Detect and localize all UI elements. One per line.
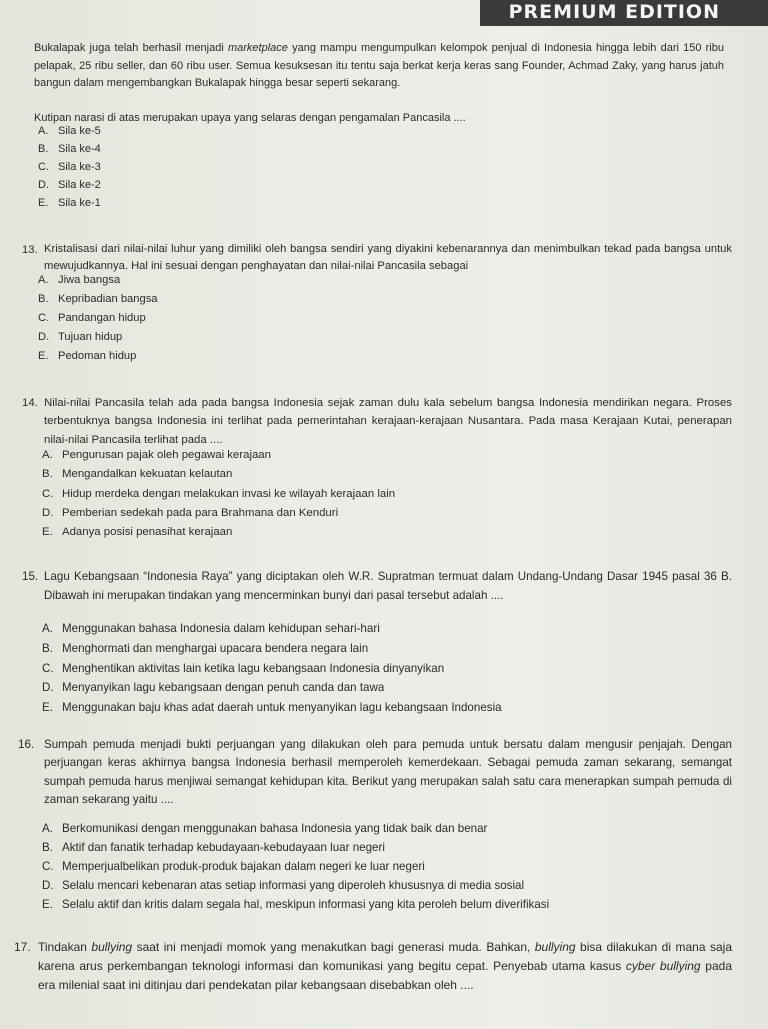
option-text: Memperjualbelikan produk-produk bajakan dalam negeri ke luar negeri	[62, 860, 425, 873]
option-text: Sila ke-2	[58, 179, 101, 191]
question-stem	[44, 394, 732, 449]
option-d[interactable]	[42, 504, 338, 523]
option-a[interactable]	[42, 620, 380, 639]
option-text: Menggunakan bahasa Indonesia dalam kehidupan sehari-hari	[62, 622, 380, 635]
option-letter: C.	[38, 161, 49, 173]
option-c[interactable]	[42, 660, 444, 679]
stem-italic: bullying	[91, 940, 133, 954]
edition-banner	[480, 0, 768, 26]
option-b[interactable]	[42, 839, 385, 858]
stem-text: saat ini menjadi momok yang menakutkan bagi generasi muda. Bahkan,	[132, 940, 535, 954]
intro-text-1: Bukalapak juga telah berhasil menjadi	[34, 42, 228, 54]
option-b[interactable]	[42, 465, 232, 484]
option-text: Pengurusan pajak oleh pegawai kerajaan	[62, 449, 271, 461]
option-letter: D.	[42, 879, 54, 892]
option-c[interactable]	[42, 858, 425, 877]
option-c[interactable]	[38, 158, 101, 177]
option-letter: C.	[38, 312, 50, 324]
option-text: Tujuan hidup	[58, 331, 123, 343]
option-e[interactable]	[38, 347, 136, 366]
question-stem	[44, 568, 732, 605]
stem-italic: bullying	[534, 940, 576, 954]
option-text: Sila ke-3	[58, 161, 101, 173]
option-d[interactable]	[42, 679, 384, 698]
option-text: Mengandalkan kekuatan kelautan	[62, 468, 233, 480]
option-letter: A.	[42, 449, 53, 461]
option-letter: E.	[38, 350, 49, 362]
option-text: Menghormati dan menghargai upacara bendera negara lain	[62, 642, 369, 655]
question-stem	[44, 241, 732, 275]
option-c[interactable]	[42, 485, 395, 504]
option-text: Sila ke-5	[58, 125, 101, 137]
option-d[interactable]	[38, 176, 101, 195]
option-letter: D.	[42, 681, 54, 694]
option-b[interactable]	[42, 640, 368, 659]
option-text: Menggunakan baju khas adat daerah untuk menyanyikan lagu kebangsaan Indonesia	[62, 701, 502, 714]
banner-label: PREMIUM EDITION	[508, 1, 720, 23]
option-text: Pandangan hidup	[58, 312, 146, 324]
option-text: Berkomunikasi dengan menggunakan bahasa Indonesia yang tidak baik dan benar	[62, 822, 488, 835]
question-stem-text: Kristalisasi dari nilai-nilai luhur yang dimiliki oleh bangsa sendiri yang diyakini kebenarannya dan menimbulkan tekad pada bangsa untuk mewujudkannya. Hal ini sesuai dengan penghayatan dan nilai-nilai Pancasila sebagai	[44, 243, 732, 272]
option-text: Selalu mencari kebenaran atas setiap informasi yang diperoleh khususnya di media sosial	[62, 879, 525, 892]
option-letter: C.	[42, 860, 54, 873]
option-text: Pedoman hidup	[58, 350, 137, 362]
option-letter: E.	[42, 526, 53, 538]
question-number: 15.	[22, 570, 39, 583]
option-text: Pemberian sedekah pada para Brahmana dan Kenduri	[62, 507, 339, 519]
option-text: Menyanyikan lagu kebangsaan dengan penuh canda dan tawa	[62, 681, 385, 694]
option-letter: E.	[38, 197, 49, 209]
option-b[interactable]	[38, 290, 158, 309]
option-a[interactable]	[38, 122, 101, 141]
question-number: 16.	[18, 738, 35, 751]
option-text: Adanya posisi penasihat kerajaan	[62, 526, 233, 538]
option-b[interactable]	[38, 140, 101, 159]
question-number: 13.	[22, 244, 38, 256]
stem-text: Tindakan	[38, 940, 92, 954]
stem-italic: cyber bullying	[625, 959, 701, 973]
option-text: Hidup merdeka dengan melakukan invasi ke wilayah kerajaan lain	[62, 488, 396, 500]
option-a[interactable]	[42, 446, 271, 465]
stem-text: pada era milenial saat ini ditinjau dari pendekatan pilar kebangsaan disebabkan oleh ....	[38, 959, 733, 992]
question-stem	[44, 736, 732, 810]
option-letter: B.	[42, 642, 53, 655]
option-e[interactable]	[42, 896, 549, 915]
stem-text: bisa dilakukan di mana saja karena arus perkembangan teknologi informasi dan komunikasi yang begitu cepat. Penyebab utama kasus	[38, 940, 732, 973]
option-text: Sila ke-1	[58, 197, 101, 209]
intro-question-text: Kutipan narasi di atas merupakan upaya yang selaras dengan pengamalan Pancasila ....	[34, 112, 466, 124]
option-letter: E.	[42, 701, 53, 714]
option-letter: D.	[38, 331, 50, 343]
intro-text-italic: marketplace	[227, 42, 288, 54]
option-letter: B.	[42, 468, 53, 480]
option-text: Kepribadian bangsa	[58, 293, 158, 305]
question-stem	[38, 938, 732, 995]
question-stem-text: Nilai-nilai Pancasila telah ada pada bangsa Indonesia sejak zaman dulu kala sebelum bangsa Indonesia mendirikan negara. Proses terbentuknya bangsa Indonesia ini terlihat pada pemerintahan kerajaan-kerajaan Nusantara. Pada masa Kerajaan Kutai, penerapan nilai-nilai Pancasila terlihat pada ....	[44, 397, 732, 446]
option-letter: B.	[42, 841, 53, 854]
option-letter: A.	[42, 622, 53, 635]
option-text: Selalu aktif dan kritis dalam segala hal, meskipun informasi yang kita peroleh belum diverifikasi	[62, 898, 550, 911]
option-text: Menghentikan aktivitas lain ketika lagu kebangsaan Indonesia dinyanyikan	[62, 662, 445, 675]
option-letter: A.	[38, 125, 49, 137]
intro-text-2: yang mampu mengumpulkan kelompok penjual di Indonesia hingga lebih dari 150 ribu pelapak, 25 ribu seller, dan 60 ribu user. Semua kesuksesan itu tentu saja berkat kerja keras sang Founder, Achmad Zaky, yang harus jatuh bangun dalam mengembangkan Bukalapak hingga besar seperti sekarang.	[34, 42, 724, 90]
question-number: 14.	[22, 397, 38, 409]
option-letter: C.	[42, 488, 54, 500]
question-number: 17.	[14, 940, 31, 954]
intro-question	[34, 110, 634, 128]
option-d[interactable]	[42, 877, 524, 896]
option-letter: B.	[38, 293, 49, 305]
option-letter: D.	[42, 507, 54, 519]
option-e[interactable]	[42, 523, 232, 542]
question-stem-text: Lagu Kebangsaan “Indonesia Raya” yang diciptakan oleh W.R. Supratman termuat dalam Undang-Undang Dasar 1945 pasal 36 B. Dibawah ini merupakan tindakan yang mencerminkan bunyi dari pasal tersebut adalah ....	[44, 570, 732, 602]
option-letter: B.	[38, 143, 49, 155]
question-stem-text: Sumpah pemuda menjadi bukti perjuangan yang dilakukan oleh para pemuda untuk bersatu dalam mengusir penjajah. Dengan perjuangan keras akhirnya bangsa Indonesia berhasil memperoleh kemerdekaan. Sebagai pemuda zaman sekarang, semangat sumpah pemuda harus menjiwai semangat kehidupan kita. Berikut yang merupakan salah satu cara menerapkan sumpah pemuda di zaman sekarang yaitu ....	[44, 738, 732, 807]
intro-paragraph	[34, 40, 724, 93]
option-text: Jiwa bangsa	[58, 274, 121, 286]
option-letter: A.	[42, 822, 53, 835]
option-d[interactable]	[38, 328, 122, 347]
option-c[interactable]	[38, 309, 146, 328]
option-text: Aktif dan fanatik terhadap kebudayaan-kebudayaan luar negeri	[62, 841, 385, 854]
option-e[interactable]	[38, 194, 101, 213]
option-e[interactable]	[42, 699, 502, 718]
option-letter: A.	[38, 274, 49, 286]
option-a[interactable]	[38, 271, 120, 290]
option-letter: C.	[42, 662, 54, 675]
option-letter: E.	[42, 898, 53, 911]
option-a[interactable]	[42, 820, 487, 839]
option-text: Sila ke-4	[58, 143, 101, 155]
option-letter: D.	[38, 179, 49, 191]
